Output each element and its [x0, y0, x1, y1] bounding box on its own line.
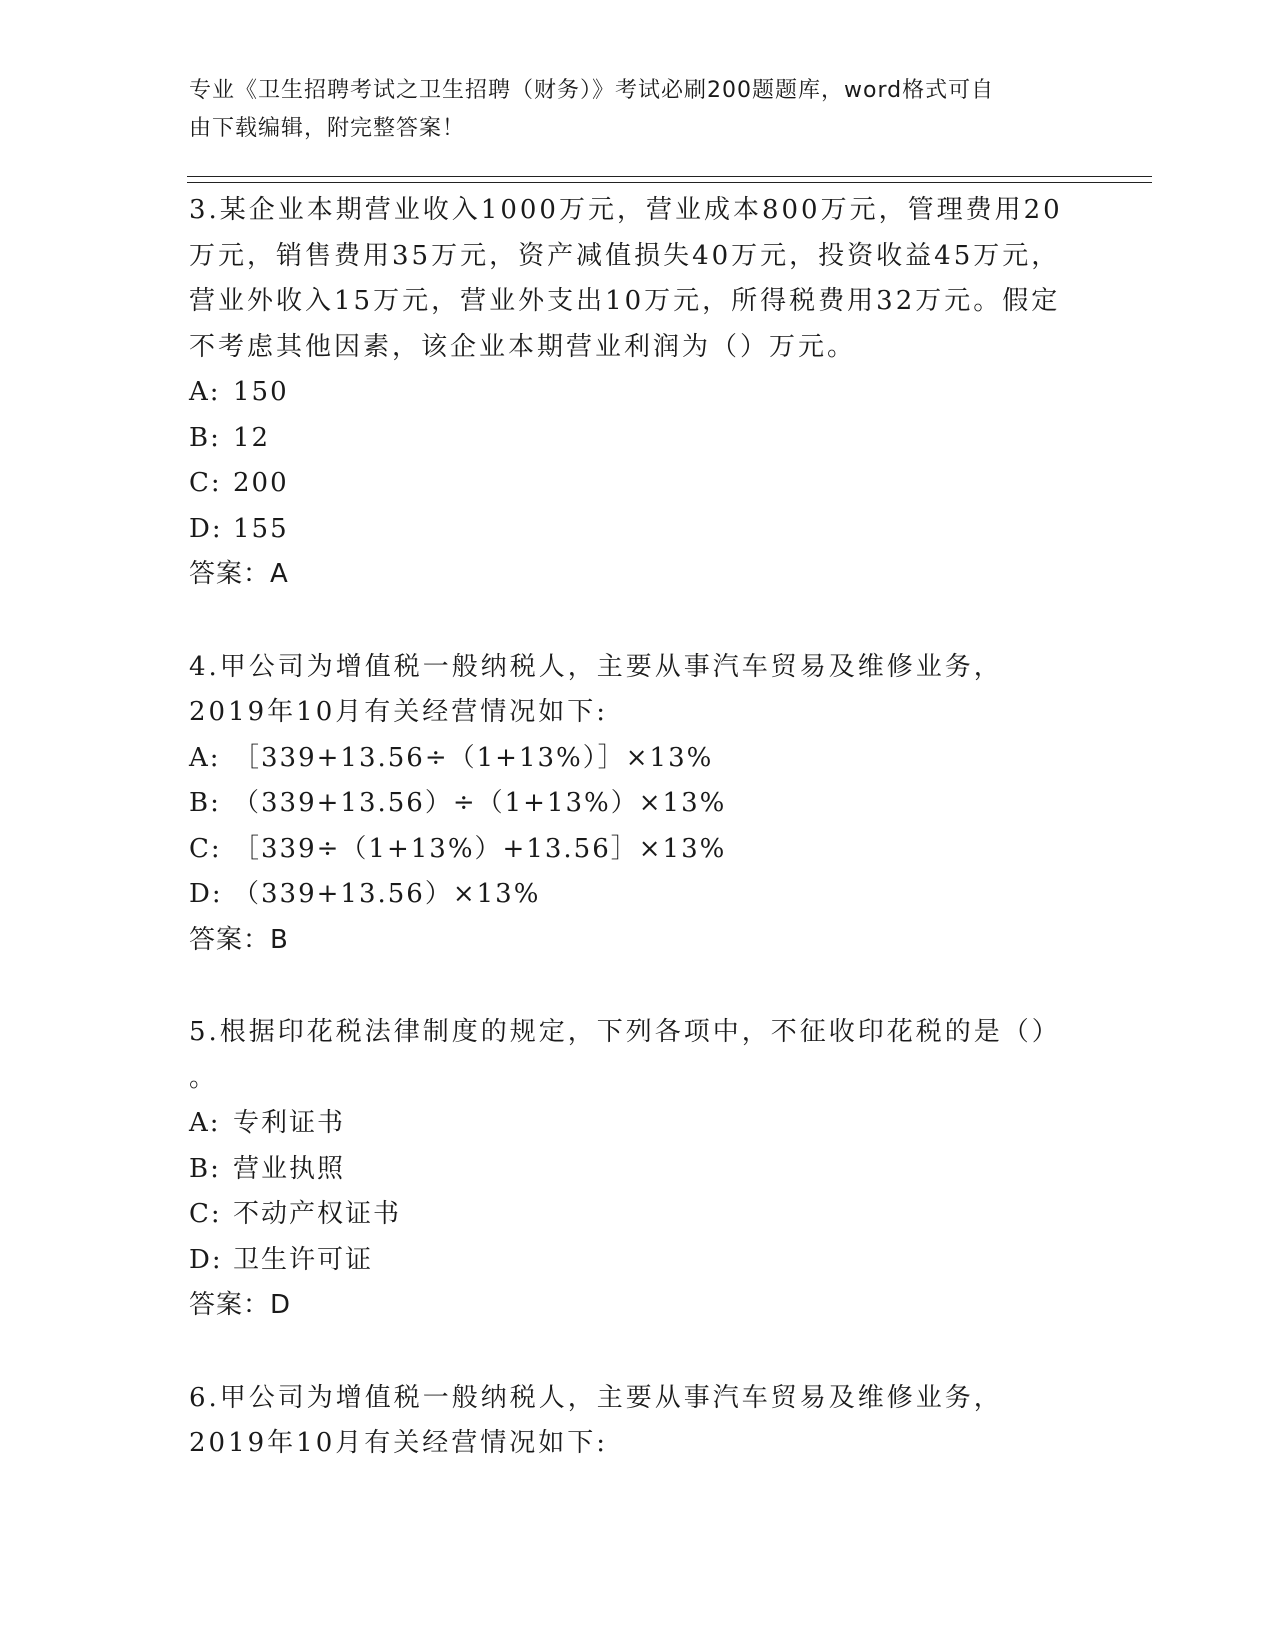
option-b	[189, 1147, 1069, 1193]
option-text: 卫生许可证	[233, 1244, 374, 1275]
option-letter: B:	[189, 788, 221, 818]
option-text: （339+13.56）÷（1+13%）×13%	[233, 788, 727, 818]
option-text: 150	[233, 377, 289, 407]
option-a	[189, 736, 1069, 782]
header-line-2: 由下载编辑，附完整答案！	[189, 116, 466, 141]
option-text: 12	[233, 422, 271, 453]
option-letter: A:	[189, 1108, 221, 1138]
question-stem: 4.甲公司为增值税一般纳税人，主要从事汽车贸易及维修业务，2019年10月有关经营情况如下:	[189, 651, 1003, 727]
option-c	[189, 827, 1069, 873]
option-a	[189, 370, 1069, 416]
option-letter: A:	[189, 742, 221, 773]
option-letter: C:	[189, 468, 222, 498]
option-text: ［339+13.56÷（1+13%）］×13%	[233, 742, 714, 773]
option-letter: B:	[189, 422, 221, 453]
header-line-1: 专业《卫生招聘考试之卫生招聘（财务）》考试必刷200题题库，word格式可自	[189, 78, 995, 103]
option-letter: C:	[189, 1199, 222, 1229]
option-text: ［339÷（1+13%）+13.56］×13%	[233, 833, 727, 864]
question-stem: 3.某企业本期营业收入1000万元，营业成本800万元，管理费用20万元，销售费用35万元，资产减值损失40万元，投资收益45万元，营业外收入15万元，营业外支出10万元，所得税费用32万元。假定不考虑其他因素，该企业本期营业利润为（）万元。	[189, 195, 1063, 362]
answer-line: 答案：D	[189, 1290, 292, 1320]
option-letter: D:	[189, 879, 223, 909]
question-stem: 6.甲公司为增值税一般纳税人，主要从事汽车贸易及维修业务，2019年10月有关经营情况如下:	[189, 1382, 1003, 1458]
option-letter: D:	[189, 513, 223, 544]
question-5	[189, 1010, 1069, 1329]
option-text: 不动产权证书	[233, 1199, 402, 1229]
header-rule-top	[187, 176, 1152, 177]
option-text: （339+13.56）×13%	[233, 879, 541, 909]
option-letter: A:	[189, 377, 221, 407]
question-stem: 5.根据印花税法律制度的规定，下列各项中，不征收印花税的是（） 。	[189, 1017, 1061, 1093]
document-header	[189, 72, 1079, 148]
question-list	[189, 188, 1069, 1514]
option-text: 专利证书	[233, 1108, 346, 1138]
option-d	[189, 872, 1069, 918]
option-letter: B:	[189, 1153, 221, 1184]
header-rule-bottom	[187, 182, 1152, 183]
option-a	[189, 1101, 1069, 1147]
option-text: 200	[233, 468, 289, 498]
option-letter: D:	[189, 1244, 223, 1275]
option-b	[189, 781, 1069, 827]
option-b	[189, 416, 1069, 462]
answer-line: 答案：B	[189, 924, 289, 955]
question-3	[189, 188, 1069, 598]
answer-line: 答案：A	[189, 559, 289, 589]
option-c	[189, 1192, 1069, 1238]
option-d	[189, 507, 1069, 553]
option-text: 155	[233, 513, 289, 544]
option-d	[189, 1238, 1069, 1284]
option-letter: C:	[189, 833, 222, 864]
question-6	[189, 1376, 1069, 1467]
option-text: 营业执照	[233, 1153, 346, 1184]
option-c	[189, 461, 1069, 507]
question-4	[189, 645, 1069, 964]
